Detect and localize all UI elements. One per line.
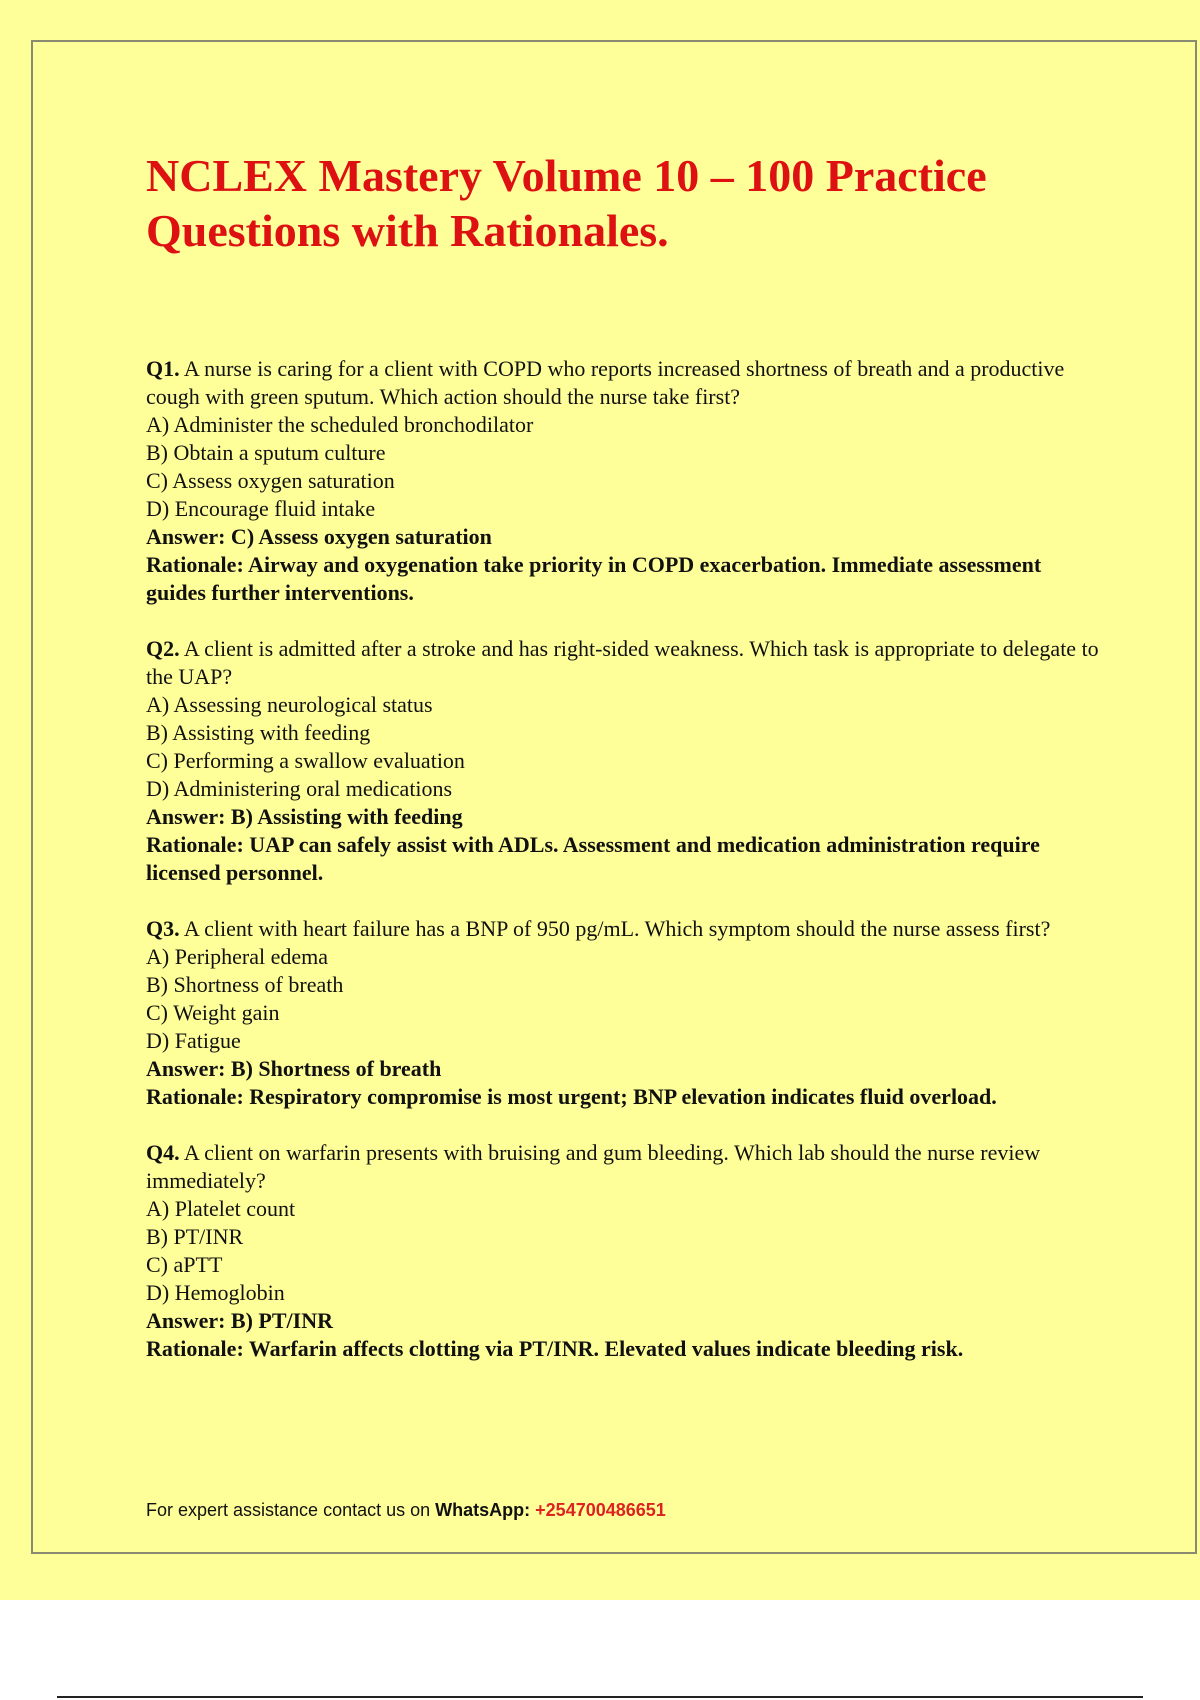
- answer-option: C) aPTT: [146, 1252, 223, 1277]
- question-stem: [146, 355, 1106, 411]
- answer-option: A) Peripheral edema: [146, 944, 329, 969]
- question-stem: [146, 1139, 1106, 1195]
- correct-answer: Answer: C) Assess oxygen saturation: [146, 524, 492, 549]
- question-2: [146, 635, 1106, 887]
- answer-option: A) Platelet count: [146, 1196, 296, 1221]
- question-text: A nurse is caring for a client with COPD who reports increased shortness of breath and a productive cough with green sputum. Which action should the nurse take first?: [146, 356, 1065, 409]
- document-title: NCLEX Mastery Volume 10 – 100 Practice Questions with Rationales.: [146, 150, 987, 256]
- rationale: Rationale: Respiratory compromise is most urgent; BNP elevation indicates fluid overload.: [146, 1084, 997, 1109]
- answer-option: D) Hemoglobin: [146, 1280, 285, 1305]
- question-stem: [146, 915, 1106, 943]
- question-number: Q1.: [146, 356, 180, 381]
- question-stem: [146, 635, 1106, 691]
- answer-option: A) Administer the scheduled bronchodilator: [146, 412, 534, 437]
- answer-option: B) Shortness of breath: [146, 972, 344, 997]
- answer-option: C) Weight gain: [146, 1000, 280, 1025]
- question-text: A client with heart failure has a BNP of 950 pg/mL. Which symptom should the nurse assess first?: [183, 916, 1051, 941]
- correct-answer: Answer: B) Shortness of breath: [146, 1056, 442, 1081]
- answer-option: C) Performing a swallow evaluation: [146, 748, 465, 773]
- answer-option: B) Assisting with feeding: [146, 720, 371, 745]
- question-3: [146, 915, 1106, 1111]
- correct-answer: Answer: B) Assisting with feeding: [146, 804, 463, 829]
- question-number: Q3.: [146, 916, 180, 941]
- answer-option: D) Encourage fluid intake: [146, 496, 376, 521]
- question-4: [146, 1139, 1106, 1363]
- answer-option: B) PT/INR: [146, 1224, 244, 1249]
- answer-option: C) Assess oxygen saturation: [146, 468, 395, 493]
- answer-option: A) Assessing neurological status: [146, 692, 433, 717]
- question-text: A client is admitted after a stroke and has right-sided weakness. Which task is appropriate to delegate to the UAP?: [146, 636, 1099, 689]
- whatsapp-number[interactable]: +254700486651: [535, 1500, 666, 1520]
- answer-option: D) Fatigue: [146, 1028, 241, 1053]
- question-number: Q4.: [146, 1140, 180, 1165]
- question-text: A client on warfarin presents with bruising and gum bleeding. Which lab should the nurse review immediately?: [146, 1140, 1041, 1193]
- bottom-divider: [57, 1696, 1143, 1698]
- answer-option: B) Obtain a sputum culture: [146, 440, 386, 465]
- question-number: Q2.: [146, 636, 180, 661]
- rationale: Rationale: Airway and oxygenation take priority in COPD exacerbation. Immediate assessment guides further interventions.: [146, 552, 1042, 605]
- answer-option: D) Administering oral medications: [146, 776, 453, 801]
- question-1: [146, 355, 1106, 607]
- rationale: Rationale: Warfarin affects clotting via PT/INR. Elevated values indicate bleeding risk.: [146, 1336, 964, 1361]
- contact-footer: [146, 1500, 666, 1521]
- rationale: Rationale: UAP can safely assist with ADLs. Assessment and medication administration require licensed personnel.: [146, 832, 1040, 885]
- footer-text: For expert assistance contact us on: [146, 1500, 436, 1520]
- whatsapp-label: WhatsApp:: [435, 1500, 531, 1520]
- document-content: [146, 148, 1106, 1391]
- correct-answer: Answer: B) PT/INR: [146, 1308, 333, 1333]
- question-list: [146, 355, 1106, 1363]
